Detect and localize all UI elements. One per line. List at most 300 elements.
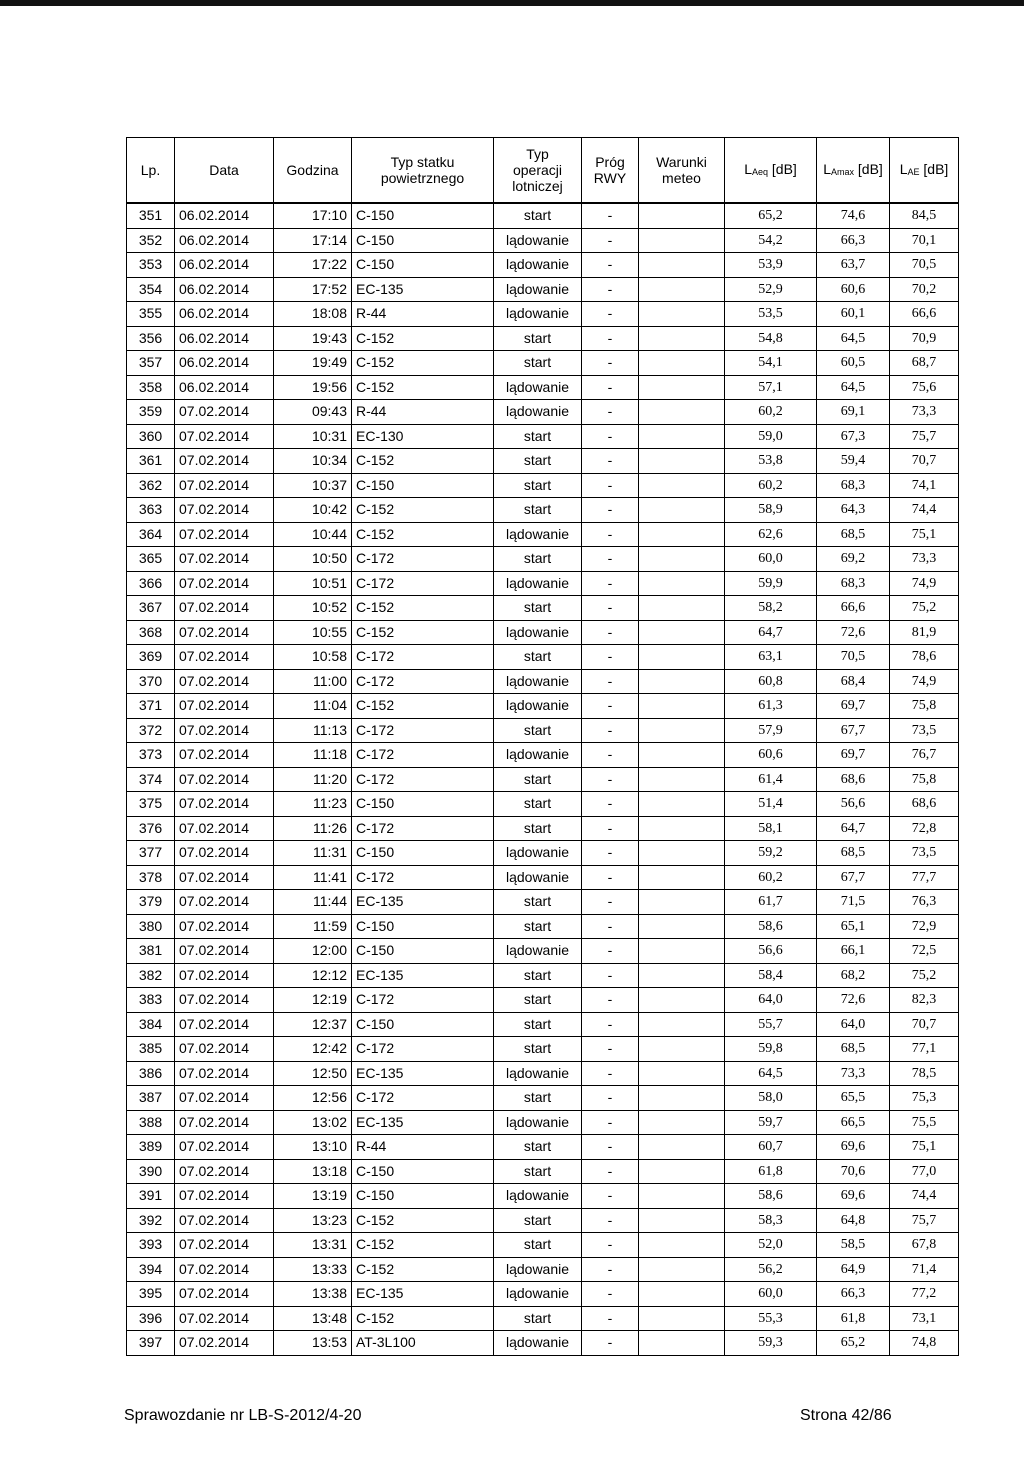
cell-lp: 360 — [127, 424, 175, 449]
cell-lp: 374 — [127, 767, 175, 792]
cell-laeq: 63,1 — [725, 645, 817, 670]
cell-lae: 74,4 — [890, 1184, 959, 1209]
cell-laeq: 53,8 — [725, 449, 817, 474]
cell-warunki-meteo — [639, 743, 725, 768]
cell-typ-statku: C-150 — [352, 473, 494, 498]
cell-godzina: 11:18 — [274, 743, 352, 768]
cell-lp: 371 — [127, 694, 175, 719]
cell-godzina: 12:50 — [274, 1061, 352, 1086]
cell-lp: 376 — [127, 816, 175, 841]
cell-data: 07.02.2014 — [175, 1110, 274, 1135]
cell-lp: 391 — [127, 1184, 175, 1209]
cell-lamax: 70,6 — [817, 1159, 890, 1184]
cell-lae: 75,2 — [890, 963, 959, 988]
cell-lamax: 68,5 — [817, 1037, 890, 1062]
cell-typ-statku: C-150 — [352, 228, 494, 253]
cell-prog-rwy: - — [582, 253, 639, 278]
cell-lamax: 68,5 — [817, 522, 890, 547]
cell-lamax: 68,3 — [817, 571, 890, 596]
cell-laeq: 60,0 — [725, 1282, 817, 1307]
cell-lae: 77,0 — [890, 1159, 959, 1184]
cell-data: 07.02.2014 — [175, 620, 274, 645]
cell-lamax: 63,7 — [817, 253, 890, 278]
cell-lae: 77,7 — [890, 865, 959, 890]
cell-prog-rwy: - — [582, 498, 639, 523]
cell-godzina: 17:14 — [274, 228, 352, 253]
cell-data: 07.02.2014 — [175, 1037, 274, 1062]
cell-warunki-meteo — [639, 1135, 725, 1160]
cell-typ-operacji: start — [494, 547, 582, 572]
cell-lp: 387 — [127, 1086, 175, 1111]
cell-lae: 68,7 — [890, 351, 959, 376]
cell-prog-rwy: - — [582, 743, 639, 768]
cell-warunki-meteo — [639, 522, 725, 547]
cell-warunki-meteo — [639, 596, 725, 621]
cell-laeq: 54,1 — [725, 351, 817, 376]
cell-laeq: 57,1 — [725, 375, 817, 400]
cell-data: 07.02.2014 — [175, 498, 274, 523]
cell-typ-operacji: lądowanie — [494, 522, 582, 547]
cell-prog-rwy: - — [582, 694, 639, 719]
header-prog-rwy: Próg RWY — [582, 138, 639, 204]
cell-godzina: 13:18 — [274, 1159, 352, 1184]
table-row — [127, 473, 959, 498]
cell-data: 07.02.2014 — [175, 1135, 274, 1160]
cell-prog-rwy: - — [582, 547, 639, 572]
cell-godzina: 12:12 — [274, 963, 352, 988]
cell-typ-statku: C-152 — [352, 1208, 494, 1233]
cell-prog-rwy: - — [582, 963, 639, 988]
cell-prog-rwy: - — [582, 277, 639, 302]
cell-lamax: 64,8 — [817, 1208, 890, 1233]
cell-godzina: 19:56 — [274, 375, 352, 400]
cell-prog-rwy: - — [582, 522, 639, 547]
cell-godzina: 17:22 — [274, 253, 352, 278]
cell-lae: 75,7 — [890, 424, 959, 449]
table-row — [127, 547, 959, 572]
cell-typ-operacji: lądowanie — [494, 694, 582, 719]
cell-prog-rwy: - — [582, 816, 639, 841]
cell-typ-operacji: lądowanie — [494, 571, 582, 596]
table-row — [127, 767, 959, 792]
cell-lp: 390 — [127, 1159, 175, 1184]
cell-warunki-meteo — [639, 424, 725, 449]
cell-lp: 397 — [127, 1331, 175, 1356]
cell-lamax: 64,3 — [817, 498, 890, 523]
cell-typ-statku: C-172 — [352, 1086, 494, 1111]
cell-warunki-meteo — [639, 228, 725, 253]
cell-lae: 71,4 — [890, 1257, 959, 1282]
cell-data: 06.02.2014 — [175, 375, 274, 400]
cell-lamax: 69,7 — [817, 743, 890, 768]
cell-lae: 78,6 — [890, 645, 959, 670]
cell-warunki-meteo — [639, 694, 725, 719]
cell-laeq: 60,6 — [725, 743, 817, 768]
cell-laeq: 58,2 — [725, 596, 817, 621]
cell-godzina: 12:56 — [274, 1086, 352, 1111]
cell-typ-statku: R-44 — [352, 1135, 494, 1160]
header-data: Data — [175, 138, 274, 204]
cell-laeq: 56,6 — [725, 939, 817, 964]
cell-laeq: 60,7 — [725, 1135, 817, 1160]
cell-lp: 361 — [127, 449, 175, 474]
header-typ-statku: Typ statku powietrznego — [352, 138, 494, 204]
cell-laeq: 58,4 — [725, 963, 817, 988]
cell-lae: 75,5 — [890, 1110, 959, 1135]
cell-data: 07.02.2014 — [175, 1184, 274, 1209]
cell-lae: 74,8 — [890, 1331, 959, 1356]
cell-data: 06.02.2014 — [175, 228, 274, 253]
cell-typ-statku: EC-130 — [352, 424, 494, 449]
cell-warunki-meteo — [639, 939, 725, 964]
cell-prog-rwy: - — [582, 424, 639, 449]
top-rule — [0, 0, 1024, 6]
table-row — [127, 1061, 959, 1086]
cell-prog-rwy: - — [582, 865, 639, 890]
cell-lae: 73,5 — [890, 841, 959, 866]
cell-prog-rwy: - — [582, 645, 639, 670]
cell-typ-operacji: lądowanie — [494, 1331, 582, 1356]
cell-warunki-meteo — [639, 1331, 725, 1356]
cell-lamax: 65,1 — [817, 914, 890, 939]
cell-godzina: 10:42 — [274, 498, 352, 523]
cell-warunki-meteo — [639, 1233, 725, 1258]
cell-typ-operacji: start — [494, 1037, 582, 1062]
cell-data: 07.02.2014 — [175, 694, 274, 719]
cell-laeq: 61,3 — [725, 694, 817, 719]
cell-lae: 72,5 — [890, 939, 959, 964]
cell-lp: 359 — [127, 400, 175, 425]
cell-laeq: 59,0 — [725, 424, 817, 449]
table-row — [127, 963, 959, 988]
cell-lp: 379 — [127, 890, 175, 915]
header-lamax: LAmax [dB] — [817, 138, 890, 204]
cell-godzina: 10:58 — [274, 645, 352, 670]
cell-lamax: 56,6 — [817, 792, 890, 817]
cell-warunki-meteo — [639, 1012, 725, 1037]
cell-laeq: 60,2 — [725, 865, 817, 890]
cell-typ-statku: C-150 — [352, 792, 494, 817]
table-row — [127, 865, 959, 890]
cell-lp: 384 — [127, 1012, 175, 1037]
table-row — [127, 1159, 959, 1184]
cell-prog-rwy: - — [582, 400, 639, 425]
cell-data: 07.02.2014 — [175, 1331, 274, 1356]
cell-laeq: 54,8 — [725, 326, 817, 351]
cell-godzina: 11:44 — [274, 890, 352, 915]
cell-godzina: 13:33 — [274, 1257, 352, 1282]
cell-lp: 358 — [127, 375, 175, 400]
cell-typ-statku: C-150 — [352, 841, 494, 866]
cell-godzina: 17:10 — [274, 203, 352, 228]
measurement-table-wrapper — [126, 137, 959, 1356]
cell-laeq: 53,5 — [725, 302, 817, 327]
cell-typ-statku: C-152 — [352, 375, 494, 400]
cell-lae: 70,5 — [890, 253, 959, 278]
cell-laeq: 58,9 — [725, 498, 817, 523]
table-row — [127, 571, 959, 596]
cell-lae: 74,1 — [890, 473, 959, 498]
cell-prog-rwy: - — [582, 841, 639, 866]
cell-godzina: 19:43 — [274, 326, 352, 351]
cell-lp: 393 — [127, 1233, 175, 1258]
cell-typ-operacji: lądowanie — [494, 1110, 582, 1135]
cell-lp: 382 — [127, 963, 175, 988]
cell-warunki-meteo — [639, 473, 725, 498]
cell-lamax: 67,7 — [817, 718, 890, 743]
cell-prog-rwy: - — [582, 1086, 639, 1111]
cell-typ-operacji: start — [494, 1306, 582, 1331]
cell-lamax: 59,4 — [817, 449, 890, 474]
cell-lp: 367 — [127, 596, 175, 621]
cell-lp: 392 — [127, 1208, 175, 1233]
cell-typ-statku: C-152 — [352, 326, 494, 351]
cell-godzina: 11:23 — [274, 792, 352, 817]
table-row — [127, 620, 959, 645]
cell-prog-rwy: - — [582, 1282, 639, 1307]
cell-warunki-meteo — [639, 1257, 725, 1282]
cell-typ-operacji: lądowanie — [494, 669, 582, 694]
cell-lp: 352 — [127, 228, 175, 253]
table-row — [127, 1086, 959, 1111]
cell-lamax: 71,5 — [817, 890, 890, 915]
cell-data: 06.02.2014 — [175, 351, 274, 376]
cell-prog-rwy: - — [582, 1061, 639, 1086]
cell-godzina: 18:08 — [274, 302, 352, 327]
cell-lae: 77,1 — [890, 1037, 959, 1062]
cell-lamax: 69,6 — [817, 1184, 890, 1209]
cell-typ-statku: C-150 — [352, 1159, 494, 1184]
cell-lp: 353 — [127, 253, 175, 278]
cell-lamax: 72,6 — [817, 620, 890, 645]
cell-typ-statku: C-150 — [352, 1012, 494, 1037]
table-row — [127, 1184, 959, 1209]
cell-typ-operacji: start — [494, 718, 582, 743]
cell-warunki-meteo — [639, 645, 725, 670]
cell-prog-rwy: - — [582, 718, 639, 743]
table-row — [127, 669, 959, 694]
cell-typ-operacji: start — [494, 203, 582, 228]
cell-laeq: 54,2 — [725, 228, 817, 253]
cell-godzina: 12:19 — [274, 988, 352, 1013]
cell-warunki-meteo — [639, 351, 725, 376]
cell-lamax: 68,4 — [817, 669, 890, 694]
cell-lae: 73,3 — [890, 547, 959, 572]
table-row — [127, 449, 959, 474]
cell-laeq: 60,0 — [725, 547, 817, 572]
cell-lae: 75,8 — [890, 767, 959, 792]
cell-typ-operacji: start — [494, 963, 582, 988]
page-number: Strona 42/86 — [800, 1407, 892, 1424]
cell-lp: 357 — [127, 351, 175, 376]
cell-warunki-meteo — [639, 1061, 725, 1086]
table-row — [127, 1037, 959, 1062]
cell-data: 06.02.2014 — [175, 326, 274, 351]
cell-typ-statku: EC-135 — [352, 963, 494, 988]
cell-typ-operacji: start — [494, 914, 582, 939]
cell-prog-rwy: - — [582, 449, 639, 474]
cell-warunki-meteo — [639, 767, 725, 792]
table-row — [127, 228, 959, 253]
cell-data: 07.02.2014 — [175, 424, 274, 449]
cell-lamax: 68,3 — [817, 473, 890, 498]
cell-lp: 372 — [127, 718, 175, 743]
cell-warunki-meteo — [639, 890, 725, 915]
cell-typ-statku: C-172 — [352, 816, 494, 841]
cell-prog-rwy: - — [582, 890, 639, 915]
cell-lp: 377 — [127, 841, 175, 866]
cell-lae: 75,3 — [890, 1086, 959, 1111]
cell-data: 07.02.2014 — [175, 1257, 274, 1282]
cell-data: 07.02.2014 — [175, 718, 274, 743]
cell-prog-rwy: - — [582, 792, 639, 817]
cell-prog-rwy: - — [582, 1208, 639, 1233]
cell-typ-statku: EC-135 — [352, 1282, 494, 1307]
cell-godzina: 11:04 — [274, 694, 352, 719]
header-laeq: LAeq [dB] — [725, 138, 817, 204]
cell-lae: 70,2 — [890, 277, 959, 302]
cell-godzina: 10:51 — [274, 571, 352, 596]
table-row — [127, 816, 959, 841]
cell-data: 07.02.2014 — [175, 914, 274, 939]
cell-prog-rwy: - — [582, 767, 639, 792]
cell-lp: 369 — [127, 645, 175, 670]
cell-prog-rwy: - — [582, 669, 639, 694]
cell-typ-operacji: lądowanie — [494, 939, 582, 964]
cell-data: 07.02.2014 — [175, 792, 274, 817]
cell-lamax: 64,7 — [817, 816, 890, 841]
cell-godzina: 11:41 — [274, 865, 352, 890]
cell-typ-statku: C-172 — [352, 547, 494, 572]
cell-lp: 395 — [127, 1282, 175, 1307]
cell-typ-statku: C-172 — [352, 767, 494, 792]
cell-typ-statku: C-152 — [352, 596, 494, 621]
cell-lamax: 64,9 — [817, 1257, 890, 1282]
cell-typ-statku: EC-135 — [352, 277, 494, 302]
cell-typ-statku: AT-3L100 — [352, 1331, 494, 1356]
cell-typ-statku: C-172 — [352, 743, 494, 768]
cell-lamax: 68,2 — [817, 963, 890, 988]
cell-lamax: 74,6 — [817, 203, 890, 228]
cell-laeq: 61,7 — [725, 890, 817, 915]
table-row — [127, 792, 959, 817]
cell-lamax: 60,6 — [817, 277, 890, 302]
cell-warunki-meteo — [639, 1282, 725, 1307]
cell-typ-operacji: start — [494, 1086, 582, 1111]
cell-lae: 77,2 — [890, 1282, 959, 1307]
cell-typ-statku: R-44 — [352, 400, 494, 425]
cell-laeq: 52,9 — [725, 277, 817, 302]
cell-data: 07.02.2014 — [175, 816, 274, 841]
cell-data: 07.02.2014 — [175, 449, 274, 474]
cell-lp: 364 — [127, 522, 175, 547]
cell-lp: 351 — [127, 203, 175, 228]
cell-typ-operacji: start — [494, 326, 582, 351]
cell-warunki-meteo — [639, 1208, 725, 1233]
cell-laeq: 59,9 — [725, 571, 817, 596]
cell-lp: 381 — [127, 939, 175, 964]
cell-godzina: 11:13 — [274, 718, 352, 743]
table-row — [127, 1306, 959, 1331]
table-body — [127, 203, 959, 1355]
cell-typ-statku: EC-135 — [352, 1061, 494, 1086]
cell-prog-rwy: - — [582, 228, 639, 253]
header-godzina: Godzina — [274, 138, 352, 204]
cell-prog-rwy: - — [582, 988, 639, 1013]
cell-laeq: 58,0 — [725, 1086, 817, 1111]
cell-typ-statku: C-172 — [352, 718, 494, 743]
cell-warunki-meteo — [639, 1086, 725, 1111]
cell-lamax: 69,7 — [817, 694, 890, 719]
cell-lae: 73,3 — [890, 400, 959, 425]
cell-warunki-meteo — [639, 1037, 725, 1062]
cell-typ-statku: C-172 — [352, 571, 494, 596]
cell-prog-rwy: - — [582, 375, 639, 400]
cell-warunki-meteo — [639, 449, 725, 474]
cell-warunki-meteo — [639, 571, 725, 596]
cell-typ-statku: C-152 — [352, 1257, 494, 1282]
cell-typ-statku: C-172 — [352, 669, 494, 694]
cell-typ-statku: EC-135 — [352, 1110, 494, 1135]
cell-warunki-meteo — [639, 841, 725, 866]
cell-lp: 383 — [127, 988, 175, 1013]
cell-godzina: 10:37 — [274, 473, 352, 498]
cell-typ-operacji: lądowanie — [494, 743, 582, 768]
cell-typ-operacji: lądowanie — [494, 228, 582, 253]
table-row — [127, 1208, 959, 1233]
cell-lae: 75,1 — [890, 522, 959, 547]
cell-data: 07.02.2014 — [175, 1306, 274, 1331]
cell-godzina: 13:53 — [274, 1331, 352, 1356]
table-header — [127, 138, 959, 204]
cell-warunki-meteo — [639, 792, 725, 817]
cell-lp: 388 — [127, 1110, 175, 1135]
cell-godzina: 13:38 — [274, 1282, 352, 1307]
cell-data: 06.02.2014 — [175, 203, 274, 228]
cell-lae: 73,5 — [890, 718, 959, 743]
cell-prog-rwy: - — [582, 914, 639, 939]
table-row — [127, 890, 959, 915]
table-row — [127, 1331, 959, 1356]
cell-prog-rwy: - — [582, 620, 639, 645]
cell-warunki-meteo — [639, 865, 725, 890]
cell-lp: 366 — [127, 571, 175, 596]
cell-data: 07.02.2014 — [175, 1208, 274, 1233]
cell-typ-statku: EC-135 — [352, 890, 494, 915]
cell-laeq: 60,2 — [725, 473, 817, 498]
cell-lae: 70,7 — [890, 1012, 959, 1037]
cell-prog-rwy: - — [582, 302, 639, 327]
cell-godzina: 13:02 — [274, 1110, 352, 1135]
cell-lae: 67,8 — [890, 1233, 959, 1258]
cell-typ-operacji: lądowanie — [494, 400, 582, 425]
cell-godzina: 10:55 — [274, 620, 352, 645]
cell-data: 07.02.2014 — [175, 1012, 274, 1037]
cell-typ-statku: C-150 — [352, 1184, 494, 1209]
table-row — [127, 914, 959, 939]
cell-typ-statku: C-152 — [352, 694, 494, 719]
cell-laeq: 59,2 — [725, 841, 817, 866]
cell-data: 07.02.2014 — [175, 767, 274, 792]
cell-lamax: 60,5 — [817, 351, 890, 376]
cell-lp: 389 — [127, 1135, 175, 1160]
cell-lamax: 73,3 — [817, 1061, 890, 1086]
cell-warunki-meteo — [639, 669, 725, 694]
cell-laeq: 58,1 — [725, 816, 817, 841]
cell-prog-rwy: - — [582, 1159, 639, 1184]
cell-prog-rwy: - — [582, 1233, 639, 1258]
table-row — [127, 988, 959, 1013]
